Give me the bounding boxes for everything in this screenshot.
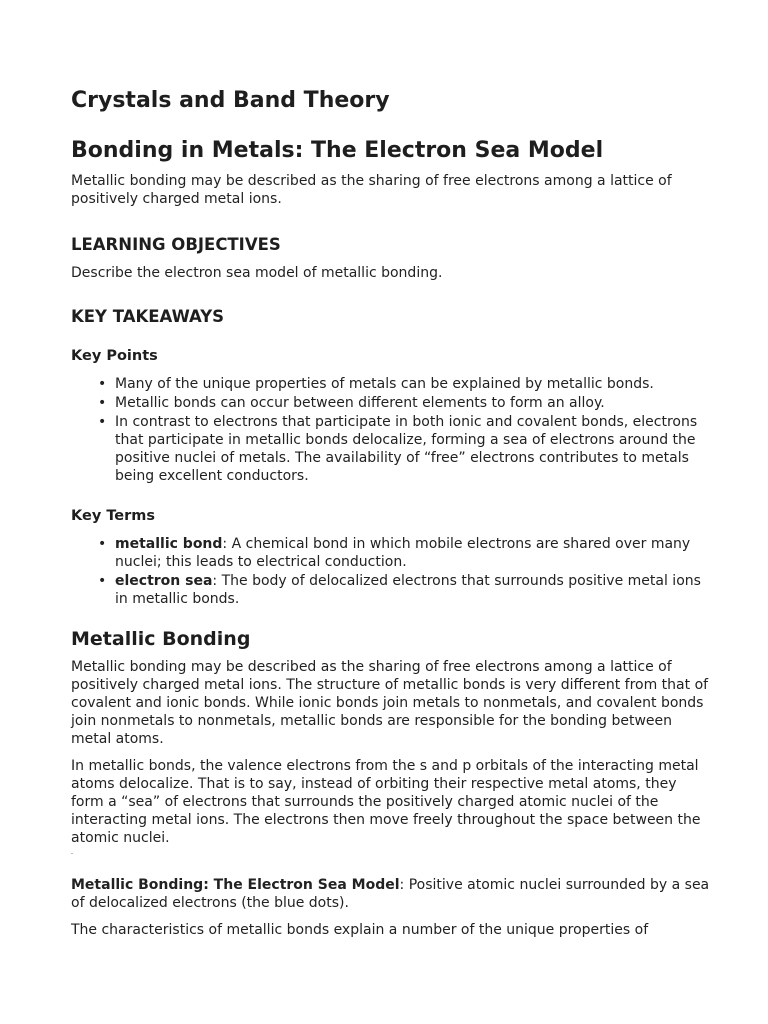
bullet-icon: • (98, 414, 107, 430)
term-name: electron sea (115, 573, 213, 589)
term-definition: : The body of delocalized electrons that surrounds positive metal ions in metallic bonds. (115, 573, 701, 607)
key-point-text: In contrast to electrons that participate in both ionic and covalent bonds, electrons that participate in metallic bonds delocalize, forming a sea of electrons around the positive nuclei of metals. The availability of “free” electrons contributes to metals being excellent conductors. (115, 414, 698, 484)
key-terms-list (71, 535, 710, 608)
list-item (98, 572, 710, 608)
key-points-heading: Key Points (71, 348, 158, 364)
key-points-list (71, 375, 710, 485)
bullet-icon: • (98, 395, 107, 411)
body-paragraph: The characteristics of metallic bonds explain a number of the unique properties of (71, 922, 649, 938)
key-terms-heading: Key Terms (71, 508, 156, 524)
term-definition: : A chemical bond in which mobile electrons are shared over many nuclei; this leads to electrical conduction. (115, 536, 691, 570)
learning-objective-text: Describe the electron sea model of metallic bonding. (71, 265, 443, 281)
bullet-icon: • (98, 573, 107, 589)
list-item (98, 535, 710, 571)
figure-caption-label: Metallic Bonding: The Electron Sea Model (71, 877, 400, 893)
learning-objectives-heading: LEARNING OBJECTIVES (71, 235, 281, 254)
section-title: Bonding in Metals: The Electron Sea Model (71, 138, 604, 163)
list-item (98, 394, 710, 412)
document-title: Crystals and Band Theory (71, 88, 390, 113)
bullet-icon: • (98, 536, 107, 552)
metallic-bonding-heading: Metallic Bonding (71, 628, 251, 650)
list-item (98, 375, 710, 393)
term-name: metallic bond (115, 536, 223, 552)
key-point-text: Many of the unique properties of metals can be explained by metallic bonds. (115, 376, 654, 392)
body-paragraph: In metallic bonds, the valence electrons from the s and p orbitals of the interacting metal atoms delocalize. That is to say, instead of orbiting their respective metal atoms, they form a “sea” of electrons that surrounds the positively charged atomic nuclei of the interacting metal ions. The electrons then move freely throughout the space between the atomic nuclei. (71, 758, 701, 846)
figure-caption-text: : Positive atomic nuclei surrounded by a sea of delocalized electrons (the blue dots). (71, 877, 710, 911)
bullet-icon: • (98, 376, 107, 392)
intro-paragraph: Metallic bonding may be described as the sharing of free electrons among a lattice of positively charged metal ions. (71, 173, 672, 207)
figure-placeholder (71, 853, 73, 854)
key-takeaways-heading: KEY TAKEAWAYS (71, 307, 225, 326)
figure-caption (71, 876, 710, 912)
key-point-text: Metallic bonds can occur between different elements to form an alloy. (115, 395, 605, 411)
list-item (98, 413, 710, 485)
body-paragraph: Metallic bonding may be described as the sharing of free electrons among a lattice of positively charged metal ions. The structure of metallic bonds is very different from that of covalent and ionic bonds. While ionic bonds join metals to nonmetals, and covalent bonds join nonmetals to nonmetals, metallic bonds are responsible for the bonding between metal atoms. (71, 659, 709, 747)
